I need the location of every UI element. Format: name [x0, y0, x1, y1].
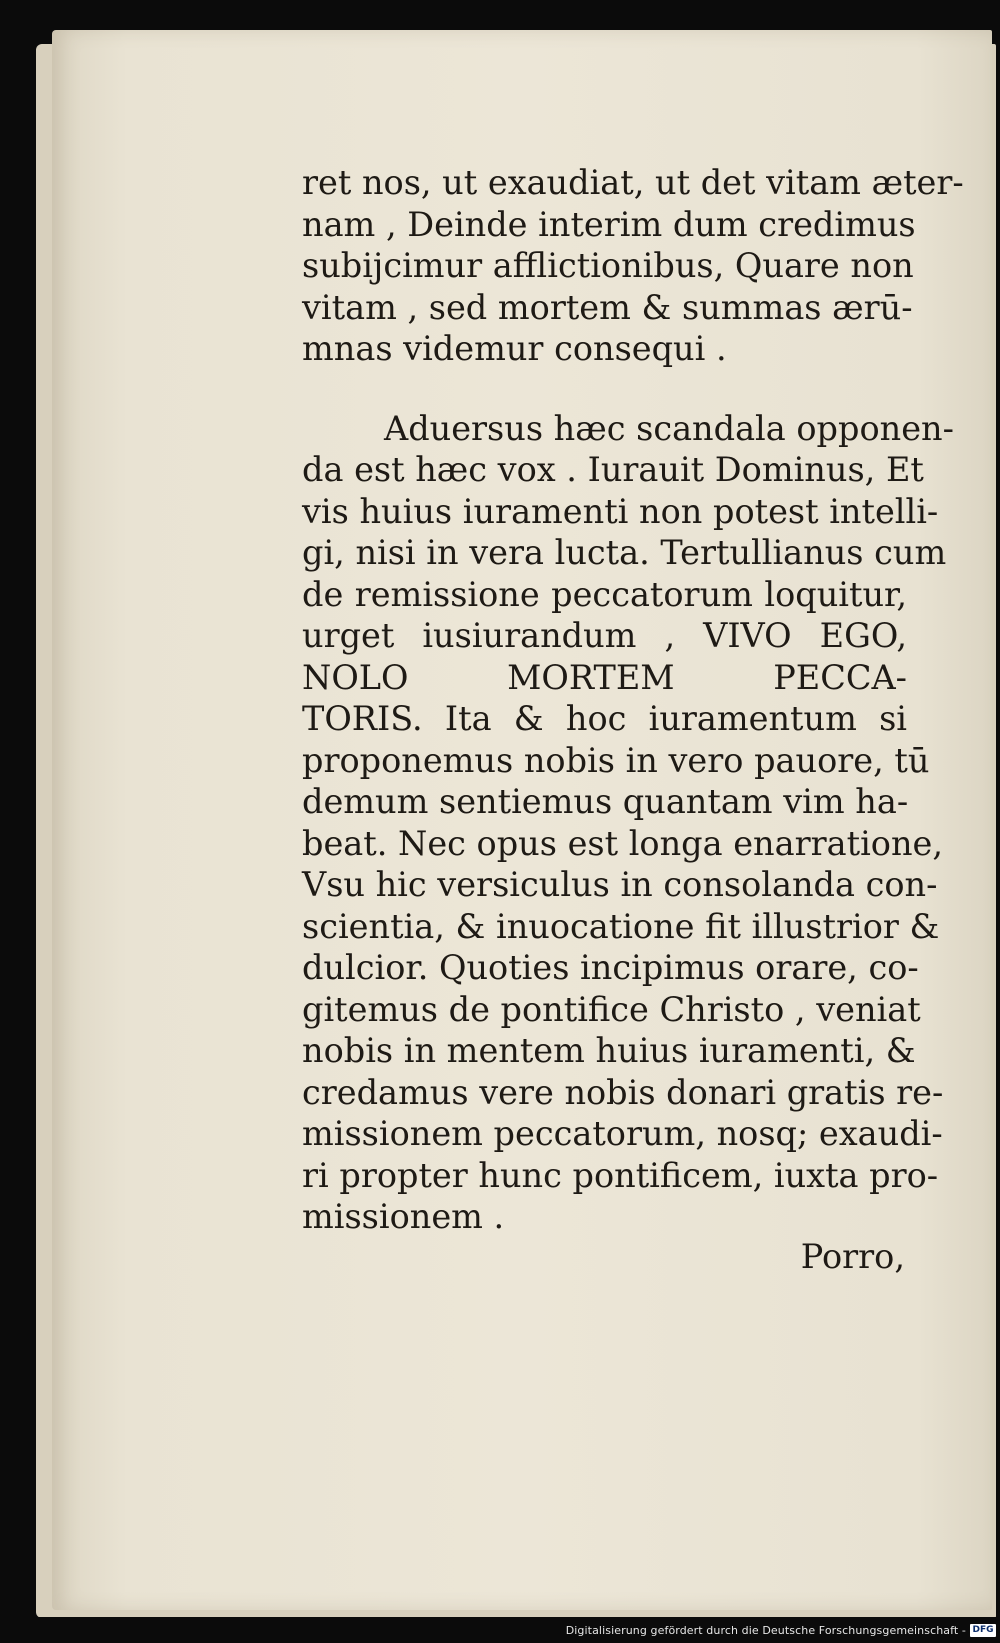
- text-line: proponemus nobis in vero pauore, tū: [302, 740, 930, 780]
- text-line: ret nos, ut exaudiat, ut det vitam æter-: [302, 163, 964, 202]
- catchword: Porro,: [800, 1237, 905, 1276]
- footer-credit: Digitalisierung gefördert durch die Deutsche Forschungsgemeinschaft -: [565, 1624, 966, 1637]
- text-line: gi, nisi in vera lucta. Tertullianus cum: [302, 533, 947, 572]
- text-line: subijcimur afflictionibus, Quare non: [302, 246, 914, 285]
- text-line: missionem .: [302, 1197, 505, 1236]
- text-line: TORIS. Ita & hoc iuramentum si: [302, 699, 907, 738]
- text-line: nam , Deinde interim dum credimus: [302, 204, 916, 244]
- text-line: NOLO MORTEM PECCA-: [302, 657, 907, 697]
- text-line: de remissione peccatorum loquitur,: [302, 574, 907, 614]
- text-line: Aduersus hæc scandala opponen-: [384, 408, 954, 448]
- text-line: beat. Nec opus est longa enarratione,: [302, 823, 943, 863]
- dfg-logo-icon: DFG: [970, 1624, 996, 1637]
- text-line: scientia, & inuocatione fit illustrior &: [302, 906, 940, 946]
- text-line: nobis in mentem huius iuramenti, &: [302, 1031, 916, 1070]
- paragraph-gap: [302, 370, 907, 408]
- text-line: ri propter hunc pontificem, iuxta pro-: [302, 1155, 939, 1195]
- text-line: urget iusiurandum , VIVO EGO,: [302, 616, 907, 655]
- text-line: da est hæc vox . Iurauit Dominus, Et: [302, 450, 924, 489]
- text-line: mnas videmur consequi .: [302, 329, 727, 368]
- text-line: Vsu hic versiculus in consolanda con-: [302, 865, 938, 904]
- paragraph-1: [302, 162, 964, 370]
- footer-bar: [0, 1617, 1000, 1643]
- text-line: credamus vere nobis donari gratis re-: [302, 1072, 944, 1112]
- text-line: dulcior. Quoties incipimus orare, co-: [302, 948, 919, 987]
- text-line: vis huius iuramenti non potest intelli-: [302, 491, 939, 531]
- text-line: demum sentiemus quantam vim ha-: [302, 782, 909, 821]
- text-line: missionem peccatorum, nosq; exaudi-: [302, 1114, 943, 1153]
- text-line: vitam , sed mortem & summas ærū-: [302, 287, 913, 327]
- text-line: gitemus de pontifice Christo , veniat: [302, 989, 921, 1029]
- paragraph-2: [302, 408, 954, 1238]
- page-text: [302, 162, 964, 1238]
